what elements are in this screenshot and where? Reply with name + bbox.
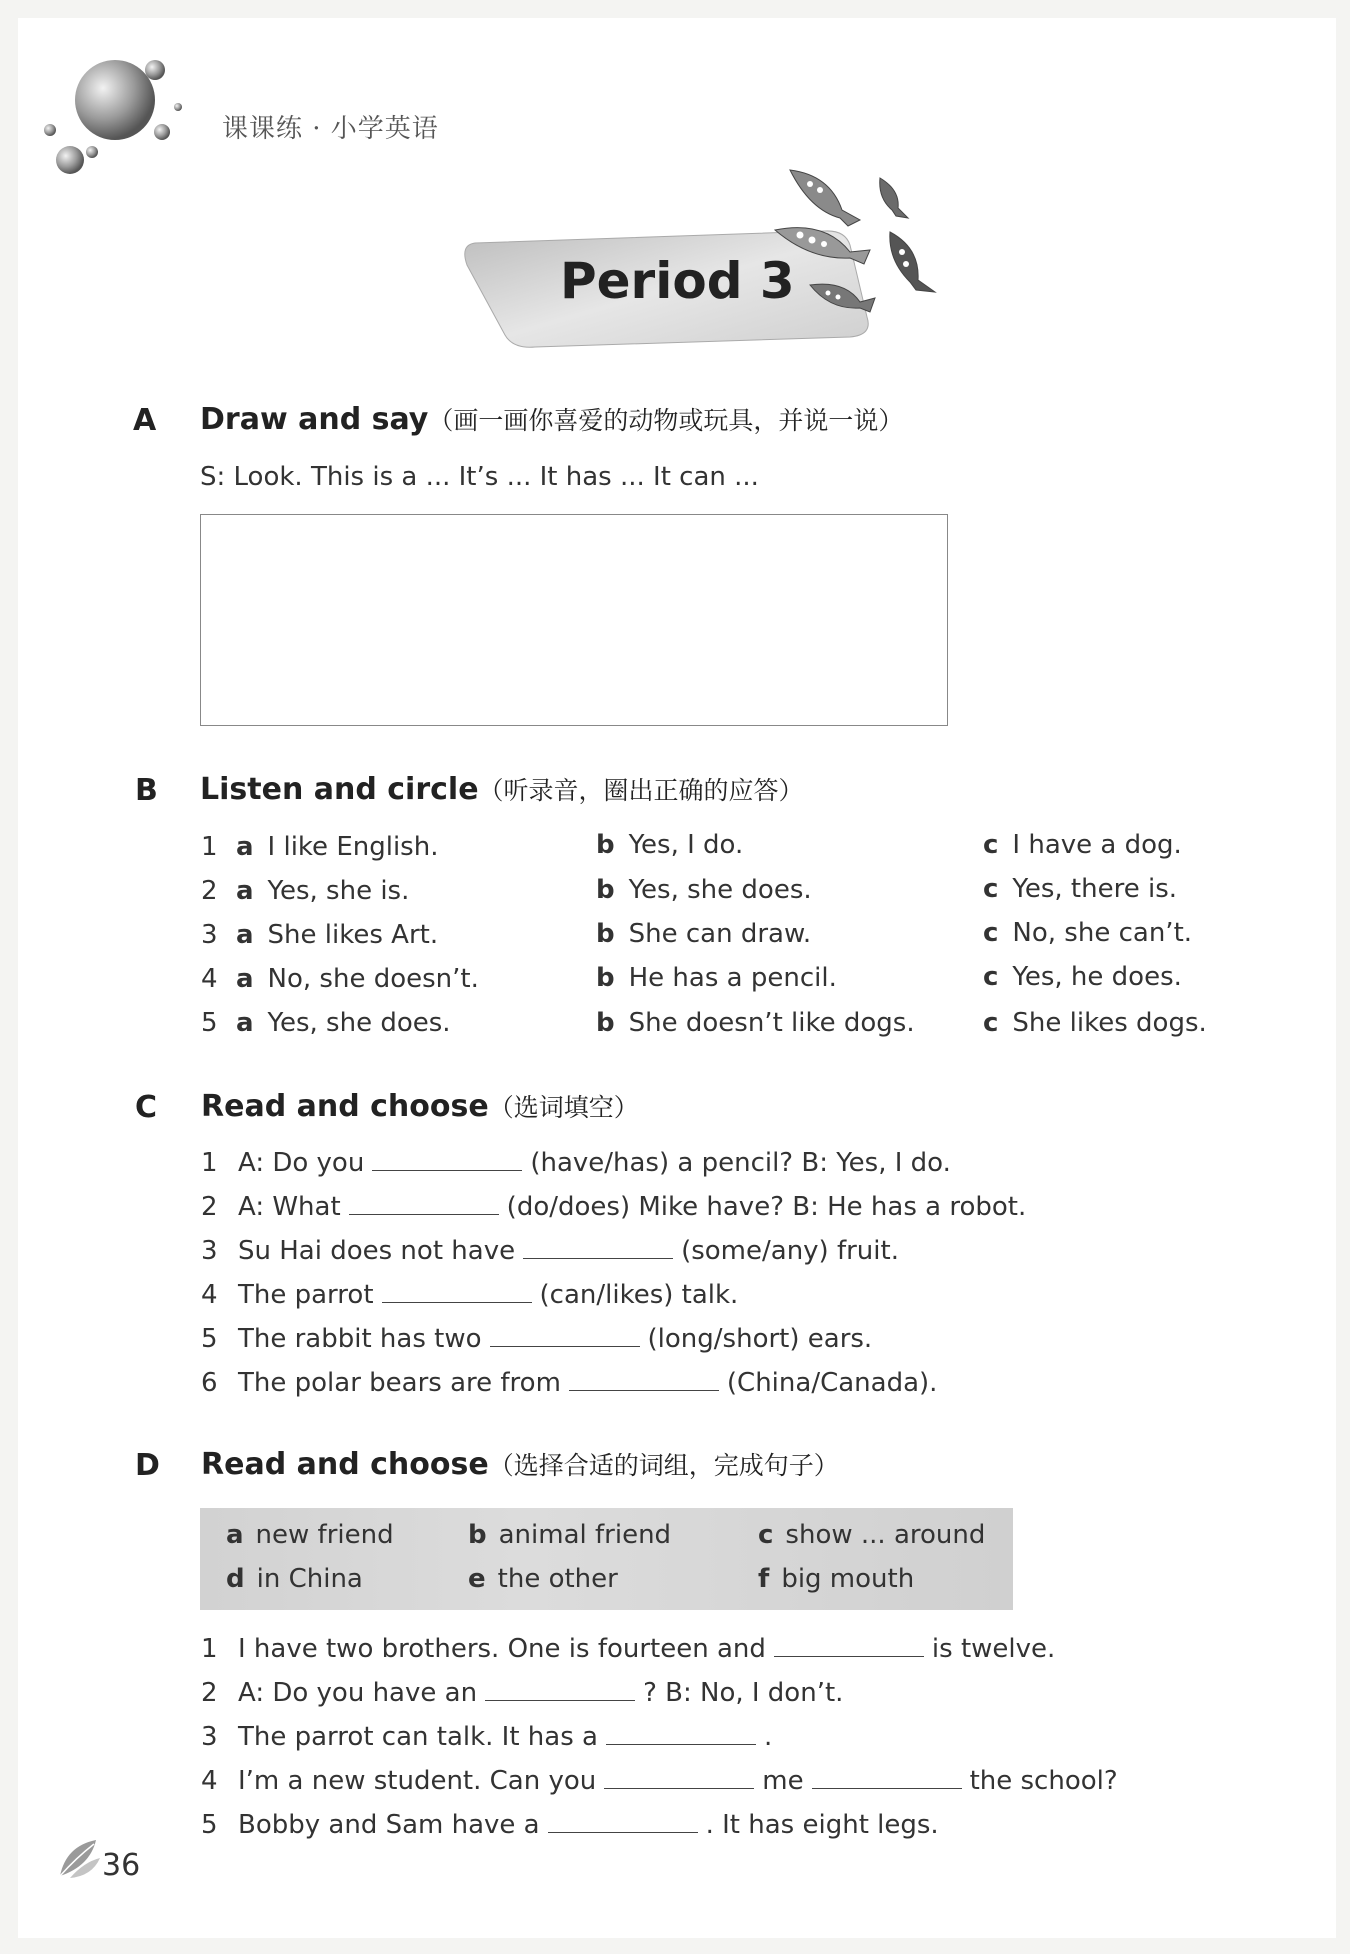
c-item — [238, 1368, 937, 1398]
option-text: animal friend — [498, 1520, 672, 1550]
page-number: 36 — [102, 1848, 141, 1883]
section-c-letter: C — [135, 1090, 158, 1125]
option-text: Yes, she does. — [267, 1008, 451, 1038]
c-text-after: (do/does) Mike have? B: He has a robot. — [506, 1192, 1027, 1222]
option-letter: a — [236, 832, 254, 862]
b-option-b[interactable] — [596, 830, 743, 860]
b-option-a[interactable] — [236, 832, 438, 862]
option-letter: c — [983, 918, 999, 948]
option-text: Yes, he does. — [1012, 962, 1182, 992]
option-letter: a — [236, 964, 254, 994]
d-item-num: 2 — [201, 1678, 218, 1708]
section-b-title-en: Listen and circle — [200, 772, 479, 807]
option-letter: c — [983, 874, 999, 904]
c-item — [238, 1192, 1026, 1222]
b-option-c[interactable] — [983, 830, 1182, 860]
option-text: Yes, she is. — [267, 876, 410, 906]
c-item-num: 3 — [201, 1236, 218, 1266]
option-letter: d — [226, 1564, 245, 1594]
d-item-num: 5 — [201, 1810, 218, 1840]
b-option-a[interactable] — [236, 1008, 451, 1038]
answer-blank[interactable] — [490, 1324, 640, 1347]
answer-blank[interactable] — [349, 1192, 499, 1215]
c-text-before: Su Hai does not have — [238, 1236, 516, 1266]
option-letter: b — [596, 1008, 615, 1038]
c-text-after: (have/has) a pencil? B: Yes, I do. — [530, 1148, 951, 1178]
leaf-icon — [56, 1836, 102, 1882]
option-text: She likes dogs. — [1012, 1008, 1207, 1038]
d-text: the school? — [969, 1766, 1118, 1796]
page-title: Period 3 — [560, 252, 795, 310]
section-b-letter: B — [135, 773, 158, 808]
option-text: I have a dog. — [1012, 830, 1182, 860]
answer-blank[interactable] — [604, 1766, 754, 1789]
section-d-title-en: Read and choose — [201, 1447, 489, 1482]
d-item — [238, 1634, 1055, 1664]
option-letter: c — [983, 1008, 999, 1038]
option-letter: c — [983, 962, 999, 992]
b-item-num: 3 — [201, 920, 218, 950]
option-text: She likes Art. — [267, 920, 439, 950]
option-text: No, she can’t. — [1012, 918, 1193, 948]
d-item-num: 1 — [201, 1634, 218, 1664]
option-text: Yes, she does. — [628, 875, 812, 905]
b-option-c[interactable] — [983, 1008, 1207, 1038]
c-item — [238, 1280, 738, 1310]
word-bank-item — [468, 1520, 671, 1550]
option-letter: b — [596, 919, 615, 949]
d-text: I have two brothers. One is fourteen and — [238, 1634, 766, 1664]
c-item-num: 5 — [201, 1324, 218, 1354]
section-a-letter: A — [133, 403, 157, 438]
word-bank-item — [758, 1520, 985, 1550]
c-text-before: The polar bears are from — [238, 1368, 561, 1398]
section-b-title — [200, 771, 804, 807]
drawing-area[interactable] — [200, 514, 948, 726]
option-text: He has a pencil. — [628, 963, 837, 993]
b-item-num: 4 — [201, 964, 218, 994]
option-text: Yes, there is. — [1012, 874, 1178, 904]
word-bank-item — [226, 1564, 363, 1594]
b-option-c[interactable] — [983, 918, 1192, 948]
c-item-num: 6 — [201, 1368, 218, 1398]
answer-blank[interactable] — [382, 1280, 532, 1303]
b-option-b[interactable] — [596, 963, 837, 993]
section-d-letter: D — [135, 1448, 160, 1483]
answer-blank[interactable] — [523, 1236, 673, 1259]
answer-blank[interactable] — [774, 1634, 924, 1657]
word-bank-item — [758, 1564, 914, 1594]
c-text-before: The parrot — [238, 1280, 374, 1310]
section-a-prompt: S: Look. This is a ... It’s ... It has ... It can ... — [200, 462, 759, 492]
answer-blank[interactable] — [569, 1368, 719, 1391]
answer-blank[interactable] — [548, 1810, 698, 1833]
d-item-num: 3 — [201, 1722, 218, 1752]
d-text: ? B: No, I don’t. — [643, 1678, 844, 1708]
option-letter: b — [596, 963, 615, 993]
c-text-after: (long/short) ears. — [647, 1324, 873, 1354]
option-text: She doesn’t like dogs. — [628, 1008, 915, 1038]
option-letter: f — [758, 1564, 770, 1594]
d-text: me — [762, 1766, 804, 1796]
c-item — [238, 1236, 899, 1266]
c-text-after: (China/Canada). — [726, 1368, 938, 1398]
section-c-title-cn: （选词填空） — [488, 1093, 639, 1122]
option-text: show ... around — [785, 1520, 986, 1550]
option-text: the other — [497, 1564, 618, 1594]
b-option-a[interactable] — [236, 964, 479, 994]
c-item-num: 1 — [201, 1148, 218, 1178]
option-text: Yes, I do. — [628, 830, 744, 860]
section-c-title — [201, 1088, 639, 1124]
b-option-c[interactable] — [983, 874, 1177, 904]
d-text: The parrot can talk. It has a — [238, 1722, 598, 1752]
d-text: Bobby and Sam have a — [238, 1810, 540, 1840]
section-a-title-en: Draw and say — [200, 402, 429, 437]
book-title: 课课练 · 小学英语 — [222, 114, 439, 144]
b-option-b[interactable] — [596, 875, 812, 905]
d-text: is twelve. — [931, 1634, 1056, 1664]
c-item-num: 2 — [201, 1192, 218, 1222]
answer-blank[interactable] — [606, 1722, 756, 1745]
answer-blank[interactable] — [485, 1678, 635, 1701]
option-letter: c — [983, 830, 999, 860]
c-item — [238, 1324, 872, 1354]
answer-blank[interactable] — [372, 1148, 522, 1171]
section-d-title — [201, 1446, 839, 1482]
b-item-num: 1 — [201, 832, 218, 862]
fish-decoration — [770, 160, 960, 340]
option-text: She can draw. — [628, 919, 812, 949]
word-bank-item — [468, 1564, 618, 1594]
c-text-before: A: Do you — [238, 1148, 365, 1178]
option-text: No, she doesn’t. — [267, 964, 479, 994]
section-c-title-en: Read and choose — [201, 1089, 489, 1124]
b-option-a[interactable] — [236, 876, 409, 906]
d-item — [238, 1678, 843, 1708]
word-bank — [200, 1508, 1013, 1610]
option-text: new friend — [255, 1520, 394, 1550]
answer-blank[interactable] — [812, 1766, 962, 1789]
b-item-num: 5 — [201, 1008, 218, 1038]
section-b-title-cn: （听录音，圈出正确的应答） — [478, 776, 804, 805]
option-letter: a — [226, 1520, 244, 1550]
option-letter: a — [236, 876, 254, 906]
b-item-num: 2 — [201, 876, 218, 906]
c-item — [238, 1148, 951, 1178]
d-item — [238, 1722, 772, 1752]
option-letter: c — [758, 1520, 774, 1550]
option-letter: b — [468, 1520, 487, 1550]
d-text: A: Do you have an — [238, 1678, 478, 1708]
option-letter: e — [468, 1564, 486, 1594]
bubbles-decoration — [40, 52, 190, 182]
b-option-b[interactable] — [596, 919, 811, 949]
d-item — [238, 1810, 939, 1840]
b-option-a[interactable] — [236, 920, 438, 950]
b-option-c[interactable] — [983, 962, 1182, 992]
option-text: big mouth — [781, 1564, 915, 1594]
d-text: I’m a new student. Can you — [238, 1766, 597, 1796]
d-item-num: 4 — [201, 1766, 218, 1796]
c-text-before: A: What — [238, 1192, 341, 1222]
c-item-num: 4 — [201, 1280, 218, 1310]
b-option-b[interactable] — [596, 1008, 915, 1038]
section-a-title — [200, 401, 903, 437]
option-text: I like English. — [267, 832, 439, 862]
word-bank-item — [226, 1520, 394, 1550]
d-text: . — [763, 1722, 773, 1752]
option-letter: a — [236, 1008, 254, 1038]
c-text-after: (can/likes) talk. — [539, 1280, 739, 1310]
section-d-title-cn: （选择合适的词组，完成句子） — [488, 1451, 839, 1480]
d-text: . It has eight legs. — [705, 1810, 939, 1840]
option-letter: a — [236, 920, 254, 950]
section-a-title-cn: （画一画你喜爱的动物或玩具，并说一说） — [428, 406, 904, 435]
d-item — [238, 1766, 1118, 1796]
option-letter: b — [596, 830, 615, 860]
c-text-after: (some/any) fruit. — [681, 1236, 899, 1266]
c-text-before: The rabbit has two — [238, 1324, 482, 1354]
option-letter: b — [596, 875, 615, 905]
option-text: in China — [256, 1564, 363, 1594]
